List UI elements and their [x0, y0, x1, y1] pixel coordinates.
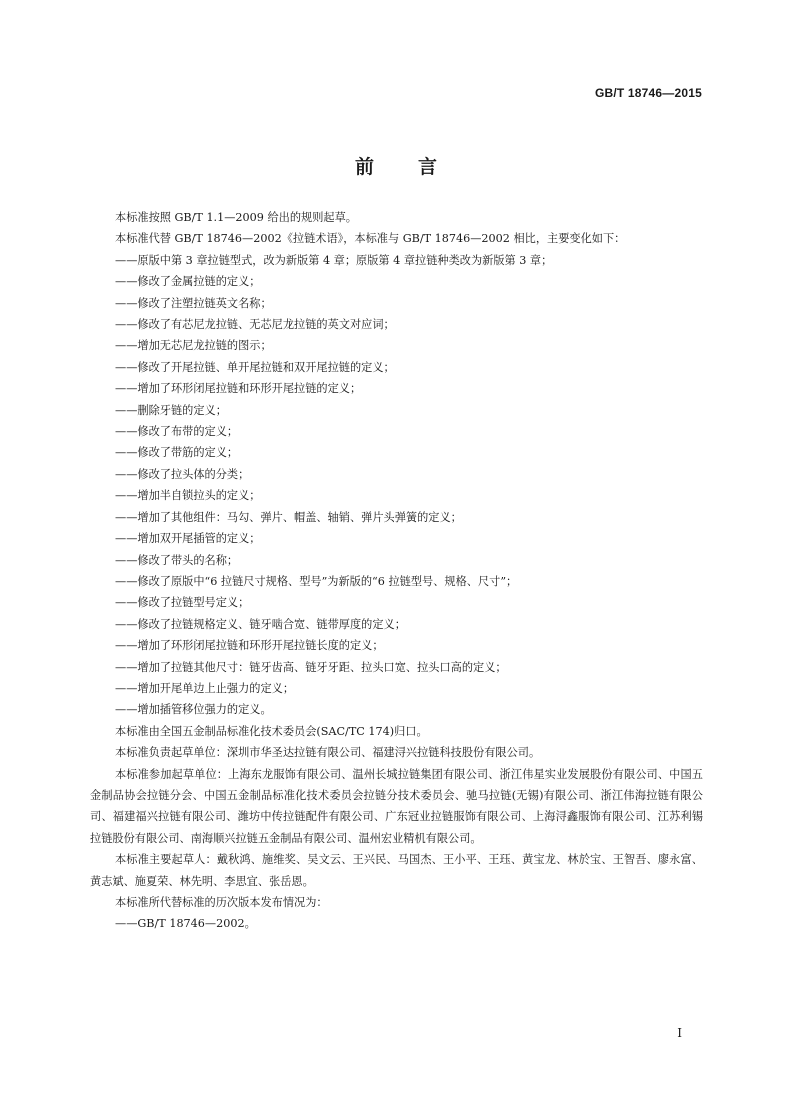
change-item: ——删除牙链的定义； [115, 403, 227, 417]
change-item: ——修改了金属拉链的定义； [115, 275, 261, 289]
history-intro-line: 本标准所代替标准的历次版本发布情况为： [115, 896, 328, 909]
change-item: ——修改了有芯尼龙拉链、无芯尼龙拉链的英文对应词； [115, 318, 395, 332]
standard-code: GB/T 18746—2015 [594, 86, 702, 100]
change-item: ——修改了带筋的定义； [115, 446, 239, 460]
change-item: ——修改了拉链型号定义； [115, 596, 250, 610]
change-item: ——修改了拉链规格定义、链牙啮合宽、链带厚度的定义； [115, 617, 406, 631]
page-title: 前言 [354, 156, 481, 178]
change-item: ——修改了开尾拉链、单开尾拉链和双开尾拉链的定义； [115, 360, 395, 374]
change-item: ——增加插管移位强力的定义。 [115, 703, 272, 717]
change-item: ——修改了布带的定义； [115, 425, 239, 439]
main-drafters-paragraph: 本标准主要起草人：戴秋鸿、施维奖、吴文云、王兴民、马国杰、王小平、王珏、黄宝龙、林於宝、王智吾、廖永富、黄志斌、施夏荣、林先明、李思宜、张岳恩。 [90, 853, 703, 888]
change-item: ——增加无芯尼龙拉链的图示； [115, 339, 272, 353]
change-item: ——修改了注塑拉链英文名称； [115, 296, 272, 310]
history-item: ——GB/T 18746—2002。 [115, 917, 256, 931]
change-item: ——增加开尾单边上止强力的定义； [115, 681, 295, 695]
change-item: ——增加了其他组件：马勾、弹片、帽盖、轴销、弹片头弹簧的定义； [115, 510, 462, 524]
intro-line: 本标准代替 GB/T 18746—2002《拉链术语》，本标准与 GB/T 18746—2002 相比，主要变化如下： [115, 232, 626, 246]
change-item: ——增加了环形闭尾拉链和环形开尾拉链长度的定义； [115, 639, 384, 653]
change-item: ——修改了带头的名称； [115, 553, 239, 567]
change-item: ——修改了拉头体的分类； [115, 467, 250, 481]
change-item: ——增加了拉链其他尺寸：链牙齿高、链牙牙距、拉头口宽、拉头口高的定义； [115, 660, 507, 674]
change-item: ——增加了环形闭尾拉链和环形开尾拉链的定义； [115, 382, 362, 396]
foreword-body [90, 207, 703, 935]
lead-drafter-line: 本标准负责起草单位：深圳市华圣达拉链有限公司、福建浔兴拉链科技股份有限公司。 [115, 746, 541, 760]
change-item: ——原版中第 3 章拉链型式，改为新版第 4 章；原版第 4 章拉链种类改为新版第 3 章； [115, 253, 553, 267]
change-list [90, 250, 703, 721]
page-number: I [677, 1026, 682, 1040]
intro-line: 本标准按照 GB/T 1.1—2009 给出的规则起草。 [115, 211, 357, 224]
change-item: ——增加半自锁拉头的定义； [115, 489, 261, 503]
change-item: ——修改了原版中“6 拉链尺寸规格、型号”为新版的“6 拉链型号、规格、尺寸”； [115, 574, 518, 588]
participating-units-paragraph: 本标准参加起草单位：上海东龙服饰有限公司、温州长城拉链集团有限公司、浙江伟星实业发展股份有限公司、中国五金制品协会拉链分会、中国五金制品标准化技术委员会拉链分技术委员会、驰马拉链(无锡)有限公司、浙江伟海拉链有限公司、福建福兴拉链有限公司、潍坊中传拉链配件有限公司、广东冠业拉链服饰有限公司、上海浔鑫服饰有限公司、江苏利锡拉链股份有限公司、南海顺兴拉链五金制品有限公司、温州宏业精机有限公司。 [90, 767, 703, 845]
change-item: ——增加双开尾插管的定义； [115, 532, 261, 546]
committee-line: 本标准由全国五金制品标准化技术委员会(SAC/TC 174)归口。 [115, 724, 428, 738]
